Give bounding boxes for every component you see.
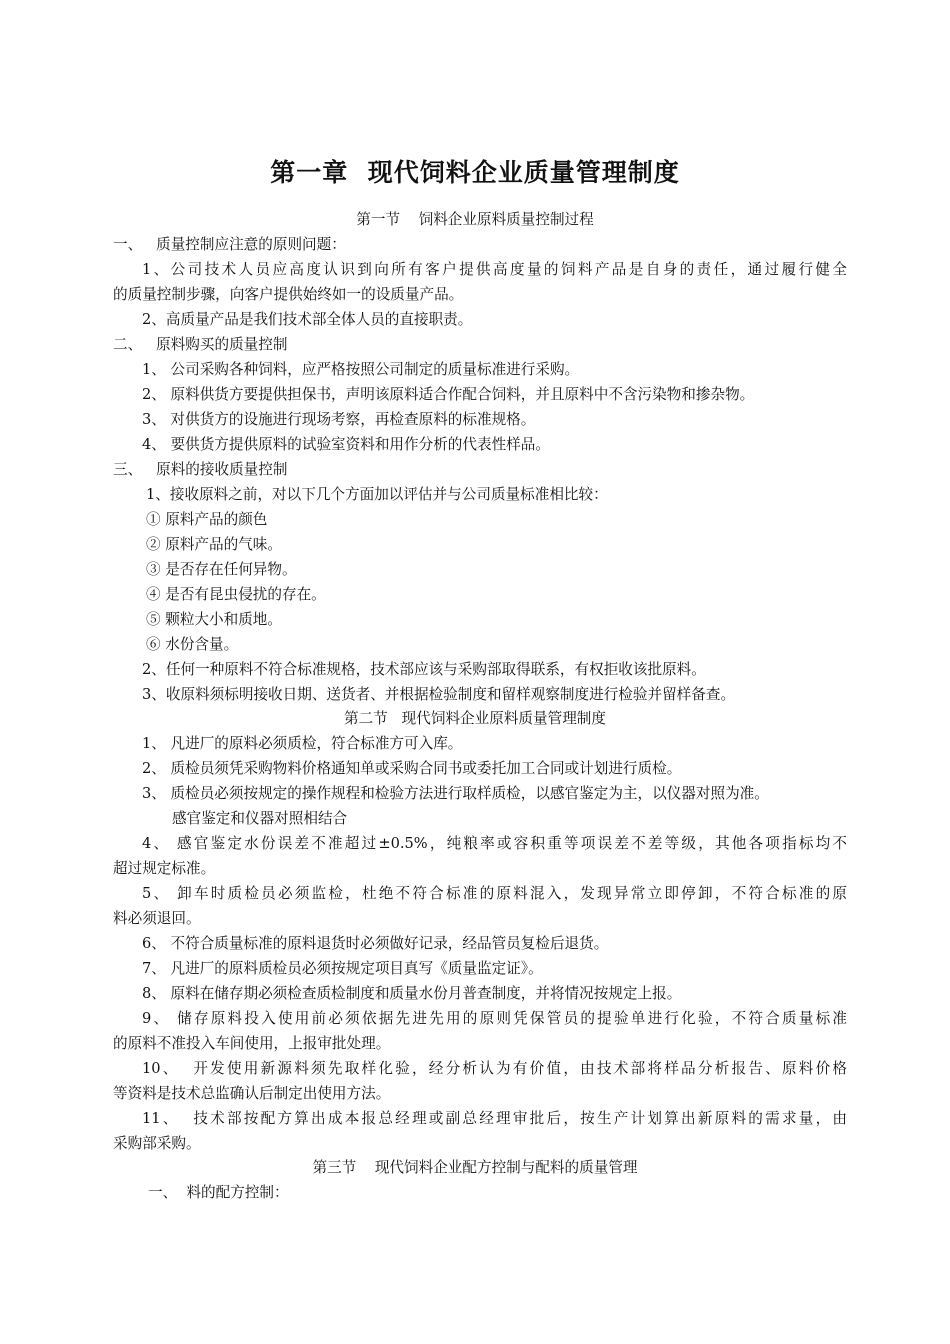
paragraph: 1、公司技术人员应高度认识到向所有客户提供高度量的饲料产品是自身的责任，通过履行健全 bbox=[142, 261, 847, 278]
circled-item: ② 原料产品的气味。 bbox=[146, 536, 282, 553]
list-item: 3、 对供货方的设施进行现场考察，再检查原料的标准规格。 bbox=[142, 411, 536, 428]
section-1-heading: 第一节 饲料企业原料质量控制过程 bbox=[356, 211, 594, 228]
circled-item: ④ 是否有昆虫侵扰的存在。 bbox=[146, 586, 326, 603]
list-item-continuation: 的原料不准投入车间使用，上报审批处理。 bbox=[113, 1035, 391, 1052]
list-item: 11、 技术部按配方算出成本报总经理或副总经理审批后，按生产计划算出新原料的需求量，由 bbox=[142, 1110, 847, 1127]
list-item: 1、 凡进厂的原料必须质检，符合标准方可入库。 bbox=[142, 735, 463, 752]
list-item: 2、 原料供货方要提供担保书，声明该原料适合作配合饲料，并且原料中不含污染物和掺杂物。 bbox=[142, 386, 755, 403]
heading-principles: 一、 质量控制应注意的原则问题： bbox=[113, 236, 346, 253]
heading-formula-control: 一、 料的配方控制： bbox=[148, 1184, 289, 1201]
list-item: 10、 开发使用新源料须先取样化验，经分析认为有价值，由技术部将样品分析报告、原料价格 bbox=[142, 1060, 847, 1077]
list-item: 1、 公司采购各种饲料，应严格按照公司制定的质量标准进行采购。 bbox=[142, 361, 580, 378]
list-item: 8、 原料在储存期必须检查质检制度和质量水份月普查制度，并将情况按规定上报。 bbox=[142, 985, 682, 1002]
paragraph: 2、高质量产品是我们技术部全体人员的直接职责。 bbox=[142, 311, 473, 328]
section-3-heading: 第三节 现代饲料企业配方控制与配料的质量管理 bbox=[312, 1159, 638, 1176]
heading-receiving: 三、 原料的接收质量控制 bbox=[113, 461, 288, 478]
list-item-continuation: 料必须退回。 bbox=[113, 910, 201, 927]
chapter-title: 第一章 现代饲料企业质量管理制度 bbox=[270, 158, 680, 187]
list-item-continuation: 采购部采购。 bbox=[113, 1135, 201, 1152]
list-item-continuation: 超过规定标准。 bbox=[113, 860, 216, 877]
list-item: 3、 质检员必须按规定的操作规程和检验方法进行取样质检，以感官鉴定为主，以仪器对照为准。 bbox=[142, 785, 769, 802]
section-2-heading: 第二节 现代饲料企业原料质量管理制度 bbox=[343, 710, 606, 727]
list-item-continuation: 等资料是技术总监确认后制定出使用方法。 bbox=[113, 1085, 391, 1102]
list-item: 2、 质检员须凭采购物料价格通知单或采购合同书或委托加工合同或计划进行质检。 bbox=[142, 760, 682, 777]
circled-item: ③ 是否存在任何异物。 bbox=[146, 561, 297, 578]
list-item: 4、 感官鉴定水份误差不准超过±0.5%，纯粮率或容积重等项误差不差等级，其他各项指标均不 bbox=[142, 835, 847, 852]
list-item: 9、 储存原料投入使用前必须依据先进先用的原则凭保管员的提验单进行化验，不符合质量标准 bbox=[142, 1010, 847, 1027]
circled-item: ⑤ 颗粒大小和质地。 bbox=[146, 611, 282, 628]
list-item: 2、任何一种原料不符合标准规格，技术部应该与采购部取得联系，有权拒收该批原料。 bbox=[142, 661, 706, 678]
heading-purchase: 二、 原料购买的质量控制 bbox=[113, 336, 288, 353]
paragraph: 的质量控制步骤，向客户提供始终如一的设质量产品。 bbox=[113, 286, 464, 303]
list-item: 4、 要供货方提供原料的试验室资料和用作分析的代表性样品。 bbox=[142, 436, 550, 453]
circled-item: ① 原料产品的颜色 bbox=[146, 511, 268, 528]
list-item: 1、接收原料之前，对以下几个方面加以评估并与公司质量标准相比较： bbox=[146, 486, 608, 503]
list-item: 5、 卸车时质检员必须监检，杜绝不符合标准的原料混入，发现异常立即停卸，不符合标准的原 bbox=[142, 885, 847, 902]
list-item-continuation: 感官鉴定和仪器对照相结合 bbox=[172, 810, 348, 827]
list-item: 6、 不符合质量标准的原料退货时必须做好记录，经品管员复检后退货。 bbox=[142, 935, 609, 952]
circled-item: ⑥ 水份含量。 bbox=[146, 636, 239, 653]
list-item: 3、收原料须标明接收日期、送货者、并根据检验制度和留样观察制度进行检验并留样备查。 bbox=[142, 686, 736, 703]
list-item: 7、 凡进厂的原料质检员必须按规定项目真写《质量监定证》。 bbox=[142, 960, 543, 977]
